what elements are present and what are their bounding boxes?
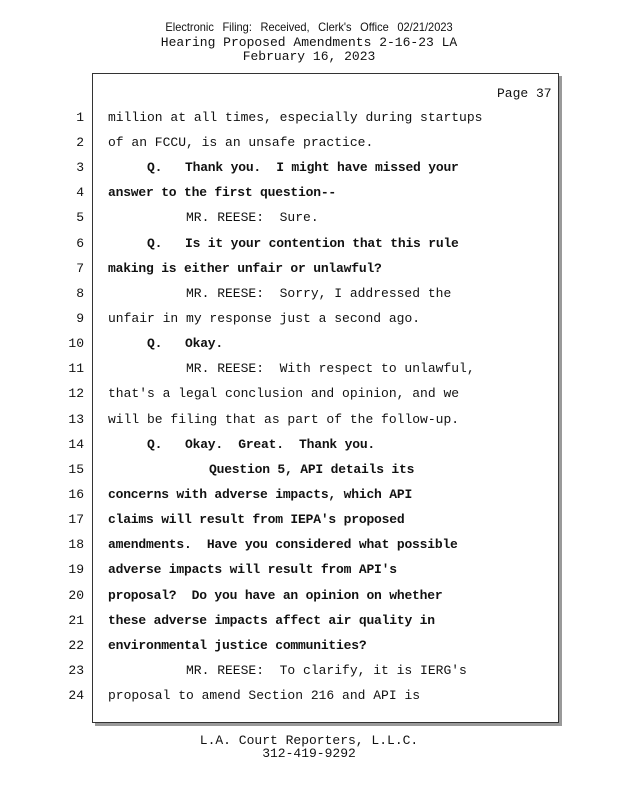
transcript-title: Hearing Proposed Amendments 2-16-23 LA xyxy=(160,35,458,50)
line-text: environmental justice communities? xyxy=(108,638,367,653)
transcript-line xyxy=(0,311,618,331)
line-text: will be filing that as part of the follow-up. xyxy=(108,412,460,427)
transcript-line xyxy=(0,562,618,582)
line-number: 10 xyxy=(68,336,84,351)
line-text: claims will result from IEPA's proposed xyxy=(108,512,405,527)
line-text: proposal? Do you have an opinion on whether xyxy=(108,588,443,603)
line-text: million at all times, especially during startups xyxy=(108,110,483,125)
transcript-line xyxy=(0,210,618,230)
line-number: 15 xyxy=(68,462,84,477)
transcript-line xyxy=(0,537,618,557)
line-number: 6 xyxy=(76,236,84,251)
line-number: 17 xyxy=(68,512,84,527)
line-number: 9 xyxy=(76,311,84,326)
transcript-line xyxy=(0,688,618,708)
reporter-company: L.A. Court Reporters, L.L.C. xyxy=(199,733,419,748)
page-number: Page 37 xyxy=(497,86,552,101)
line-text: adverse impacts will result from API's xyxy=(108,562,397,577)
line-number: 2 xyxy=(76,135,84,150)
line-number: 3 xyxy=(76,160,84,175)
line-number: 14 xyxy=(68,437,84,452)
line-number: 1 xyxy=(76,110,84,125)
transcript-line xyxy=(0,336,618,356)
line-text: Q. Okay. Great. Thank you. xyxy=(147,437,376,452)
line-number: 22 xyxy=(68,638,84,653)
line-text: Q. Okay. xyxy=(147,336,224,351)
line-number: 7 xyxy=(76,261,84,276)
line-number: 18 xyxy=(68,537,84,552)
line-number: 13 xyxy=(68,412,84,427)
line-text: that's a legal conclusion and opinion, and we xyxy=(108,386,460,401)
line-text: of an FCCU, is an unsafe practice. xyxy=(108,135,374,150)
line-text: MR. REESE: With respect to unlawful, xyxy=(186,361,475,376)
line-number: 19 xyxy=(68,562,84,577)
line-number: 4 xyxy=(76,185,84,200)
line-number: 12 xyxy=(68,386,84,401)
transcript-line xyxy=(0,512,618,532)
line-text: MR. REESE: Sure. xyxy=(186,210,319,225)
line-text: making is either unfair or unlawful? xyxy=(108,261,382,276)
line-text: unfair in my response just a second ago. xyxy=(108,311,421,326)
transcript-line xyxy=(0,412,618,432)
transcript-line xyxy=(0,185,618,205)
line-text: concerns with adverse impacts, which API xyxy=(108,487,413,502)
line-number: 11 xyxy=(68,361,84,376)
transcript-line xyxy=(0,638,618,658)
line-text: Q. Is it your contention that this rule xyxy=(147,236,459,251)
line-number: 5 xyxy=(76,210,84,225)
transcript-line xyxy=(0,135,618,155)
transcript-line xyxy=(0,110,618,130)
transcript-line xyxy=(0,160,618,180)
line-text: proposal to amend Section 216 and API is xyxy=(108,688,421,703)
line-number: 24 xyxy=(68,688,84,703)
line-text: answer to the first question-- xyxy=(108,185,337,200)
line-text: these adverse impacts affect air quality in xyxy=(108,613,435,628)
transcript-line xyxy=(0,386,618,406)
reporter-phone: 312-419-9292 xyxy=(262,746,356,761)
line-number: 16 xyxy=(68,487,84,502)
transcript-date: February 16, 2023 xyxy=(242,49,376,64)
line-text: amendments. Have you considered what possible xyxy=(108,537,458,552)
transcript-line xyxy=(0,613,618,633)
transcript-line xyxy=(0,462,618,482)
transcript-line xyxy=(0,261,618,281)
transcript-line xyxy=(0,487,618,507)
filing-stamp: Electronic Filing: Received, Clerk's Office 02/21/2023 xyxy=(165,20,453,34)
transcript-line xyxy=(0,236,618,256)
transcript-line xyxy=(0,286,618,306)
transcript-line xyxy=(0,663,618,683)
line-text: MR. REESE: To clarify, it is IERG's xyxy=(186,663,467,678)
transcript-line xyxy=(0,437,618,457)
transcript-line xyxy=(0,588,618,608)
line-number: 20 xyxy=(68,588,84,603)
line-number: 23 xyxy=(68,663,84,678)
line-text: Question 5, API details its xyxy=(209,462,415,477)
line-number: 8 xyxy=(76,286,84,301)
line-number: 21 xyxy=(68,613,84,628)
line-text: Q. Thank you. I might have missed your xyxy=(147,160,459,175)
transcript-line xyxy=(0,361,618,381)
line-text: MR. REESE: Sorry, I addressed the xyxy=(186,286,452,301)
